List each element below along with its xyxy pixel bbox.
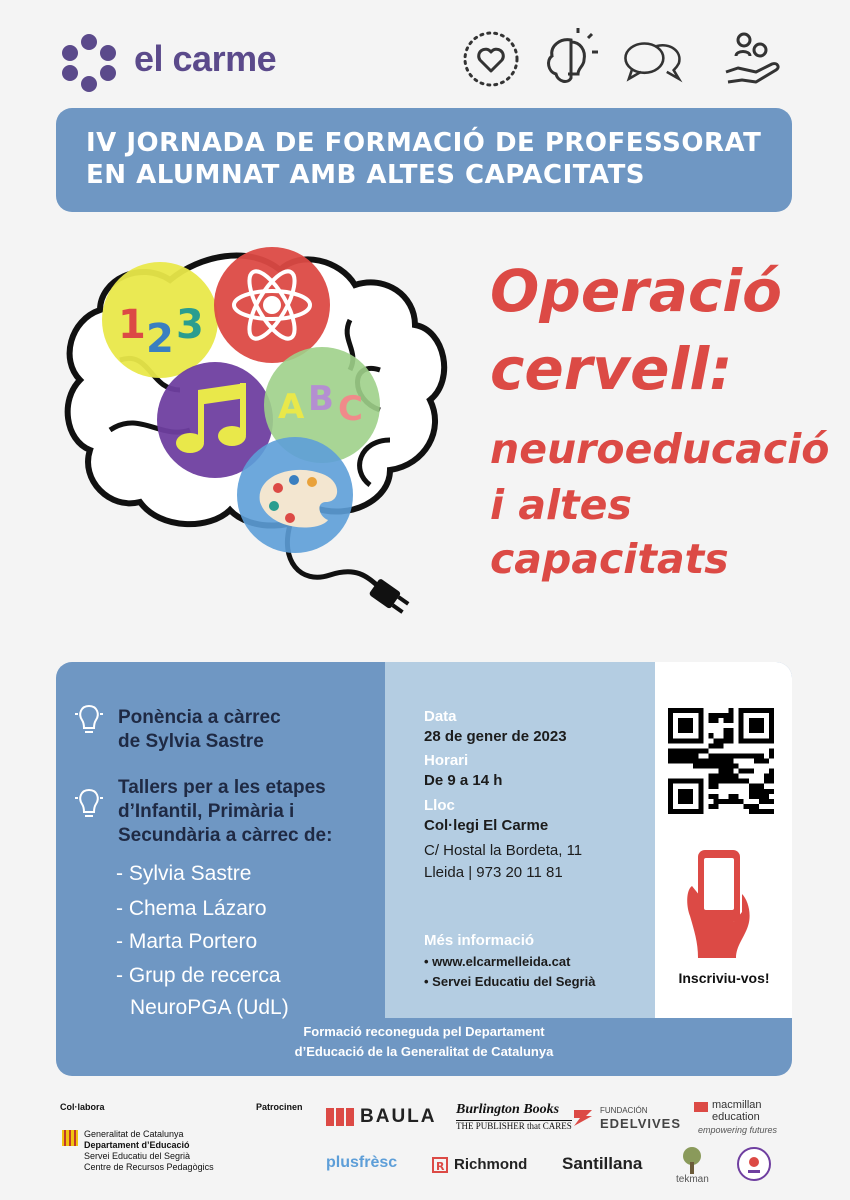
address-line-2: Lleida | 973 20 11 81	[424, 864, 563, 881]
neuropga-seal-icon	[736, 1146, 772, 1182]
lightbulb-icon	[74, 702, 104, 738]
tekman-logo: tekman	[676, 1174, 709, 1185]
brand-name: el carme	[134, 38, 277, 79]
richmond-logo: Richmond	[454, 1156, 528, 1173]
speaker-item: - Chema Lázaro	[116, 897, 267, 920]
baula-logo: BAULA	[360, 1106, 437, 1127]
banner-line-2: EN ALUMNAT AMB ALTES CAPACITATS	[86, 160, 646, 190]
brain-lightbulb-icon	[540, 28, 602, 90]
workshops-line-3: Secundària a càrrec de:	[118, 825, 333, 846]
heart-dots-icon	[460, 28, 522, 90]
recognition-note	[56, 1022, 792, 1062]
baula-logo-icon	[326, 1108, 354, 1126]
more-info-item: • Servei Educatiu del Segrià	[424, 974, 596, 989]
number-2: 2	[146, 316, 174, 362]
title-line-4: i altes	[490, 481, 632, 529]
letter-c: C	[338, 389, 363, 429]
generalitat-line: Servei Educatiu del Segrià	[84, 1151, 191, 1161]
generalitat-text	[84, 1129, 214, 1173]
collab-label: Col·labora	[60, 1102, 105, 1112]
signup-label[interactable]: Inscriviu-vos!	[678, 970, 770, 986]
title-line-1: Operació	[490, 257, 783, 325]
date-label: Data	[424, 708, 457, 725]
burlington-logo: Burlington Books	[456, 1102, 560, 1117]
qr-code[interactable]	[668, 708, 774, 814]
generalitat-logo-icon	[62, 1130, 78, 1146]
tekman-tree-icon	[680, 1146, 704, 1174]
recognition-line-2: d’Educació de la Generalitat de Catalunya	[294, 1044, 554, 1059]
speaker-item: - Marta Portero	[116, 930, 258, 953]
banner-line-1: IV JORNADA DE FORMACIÓ DE PROFESSORAT	[86, 128, 762, 158]
el-carme-logo-icon	[60, 34, 118, 92]
edelvives-label: FUNDACIÓN	[600, 1106, 648, 1115]
recognition-line-1: Formació reconeguda pel Departament	[303, 1024, 545, 1039]
speaker-item: NeuroPGA (UdL)	[130, 996, 289, 1019]
brain-illustration	[50, 240, 470, 630]
lightbulb-icon	[74, 786, 104, 822]
number-1: 1	[118, 302, 146, 348]
generalitat-line: Generalitat de Catalunya	[84, 1129, 184, 1139]
generalitat-line: Departament d’Educació	[84, 1140, 190, 1150]
event-banner	[56, 108, 792, 212]
edelvives-logo: EDELVIVES	[600, 1116, 682, 1131]
sponsor-label: Patrocinen	[256, 1102, 303, 1112]
hand-people-icon	[722, 28, 784, 90]
number-3: 3	[176, 302, 204, 348]
talk-line-1: Ponència a càrrec	[118, 707, 281, 728]
edelvives-logo-icon	[572, 1106, 594, 1128]
svg-text:R: R	[436, 1160, 445, 1173]
place-label: Lloc	[424, 797, 455, 814]
title-line-2: cervell:	[490, 335, 733, 403]
macmillan-education: education	[712, 1111, 760, 1123]
workshops-line-1: Tallers per a les etapes	[118, 777, 326, 798]
generalitat-line: Centre de Recursos Pedagògics	[84, 1162, 214, 1172]
macmillan-logo-icon	[694, 1102, 708, 1112]
workshops-line-2: d’Infantil, Primària i	[118, 801, 295, 822]
burlington-tagline: THE PUBLISHER that CARES	[456, 1121, 572, 1131]
talk-line-2: de Sylvia Sastre	[118, 731, 264, 752]
chat-bubbles-icon	[622, 28, 684, 90]
speaker-item: - Sylvia Sastre	[116, 862, 252, 885]
letter-b: B	[308, 379, 334, 419]
speaker-item: - Grup de recerca	[116, 964, 281, 987]
macmillan-logo: macmillan	[712, 1099, 762, 1111]
place-value: Col·legi El Carme	[424, 817, 549, 834]
letter-a: A	[278, 387, 305, 427]
date-value: 28 de gener de 2023	[424, 728, 567, 745]
richmond-logo-icon	[432, 1157, 448, 1173]
phone-hand-icon	[682, 846, 758, 964]
time-value: De 9 a 14 h	[424, 772, 503, 789]
time-label: Horari	[424, 752, 469, 769]
plusfresc-logo: plusfrèsc	[326, 1154, 398, 1171]
title-line-3: neuroeducació	[490, 425, 830, 473]
more-info-label: Més informació	[424, 932, 535, 949]
address-line-1: C/ Hostal la Bordeta, 11	[424, 842, 583, 859]
title-line-5: capacitats	[490, 535, 729, 583]
macmillan-tagline: empowering futures	[698, 1125, 778, 1135]
santillana-logo: Santillana	[562, 1154, 643, 1173]
more-info-link[interactable]: • www.elcarmelleida.cat	[424, 954, 571, 969]
